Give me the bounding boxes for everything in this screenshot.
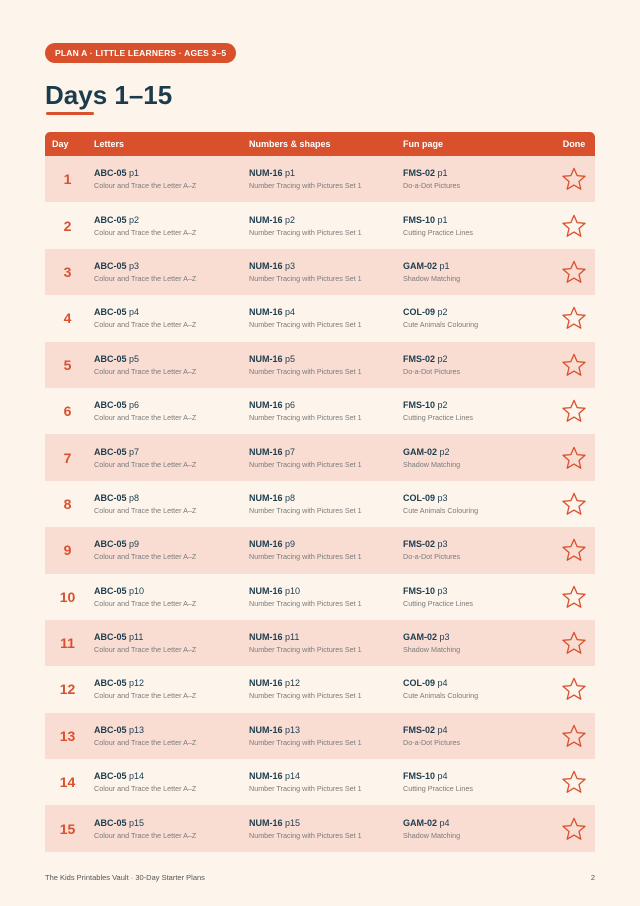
letters-desc: Colour and Trace the Letter A–Z: [94, 273, 197, 283]
day-number: 1: [63, 171, 72, 188]
table-row: [45, 759, 595, 805]
fun-cell: [399, 446, 553, 470]
letters-page: p13: [129, 724, 145, 735]
numbers-page: p8: [285, 492, 296, 503]
letters-cell: [90, 817, 245, 841]
day-number: 12: [59, 681, 76, 698]
numbers-code: NUM-16: [249, 678, 283, 689]
letters-code: ABC-05: [94, 214, 127, 225]
letters-cell: [90, 538, 245, 562]
letters-code: ABC-05: [94, 585, 127, 596]
numbers-code: NUM-16: [249, 307, 283, 318]
numbers-page: p2: [285, 214, 296, 225]
letters-code: ABC-05: [94, 260, 127, 271]
fun-page: p4: [437, 771, 448, 782]
letters-cell: [90, 446, 245, 470]
fun-code: GAM-02: [403, 446, 438, 457]
day-number: 10: [59, 588, 76, 605]
fun-code: GAM-02: [403, 632, 438, 643]
numbers-desc: Number Tracing with Pictures Set 1: [249, 413, 362, 423]
letters-cell: [90, 214, 245, 238]
letters-desc: Colour and Trace the Letter A–Z: [94, 459, 197, 469]
fun-desc: Cutting Practice Lines: [403, 413, 473, 423]
numbers-cell: [245, 306, 399, 330]
letters-desc: Colour and Trace the Letter A–Z: [94, 830, 197, 840]
table-row: [45, 295, 595, 341]
done-star-icon[interactable]: [553, 769, 595, 795]
numbers-page: p6: [285, 400, 296, 411]
fun-desc: Cutting Practice Lines: [403, 784, 473, 794]
numbers-page: p9: [285, 539, 296, 550]
fun-desc: Shadow Matching: [403, 459, 461, 469]
fun-desc: Do-a-Dot Pictures: [403, 552, 461, 562]
header-numbers: Numbers & shapes: [249, 139, 331, 149]
numbers-desc: Number Tracing with Pictures Set 1: [249, 227, 362, 237]
done-star-icon[interactable]: [553, 305, 595, 331]
table-body: [45, 156, 595, 852]
numbers-page: p10: [285, 585, 301, 596]
numbers-code: NUM-16: [249, 771, 283, 782]
done-star-icon[interactable]: [553, 491, 595, 517]
numbers-page: p15: [285, 817, 301, 828]
fun-desc: Do-a-Dot Pictures: [403, 181, 461, 191]
day-number: 14: [59, 774, 76, 791]
letters-code: ABC-05: [94, 724, 127, 735]
letters-code: ABC-05: [94, 632, 127, 643]
numbers-desc: Number Tracing with Pictures Set 1: [249, 181, 362, 191]
fun-cell: [399, 167, 553, 191]
numbers-desc: Number Tracing with Pictures Set 1: [249, 552, 362, 562]
fun-cell: [399, 770, 553, 794]
header-done: Done: [562, 139, 586, 149]
numbers-code: NUM-16: [249, 539, 283, 550]
letters-desc: Colour and Trace the Letter A–Z: [94, 645, 197, 655]
letters-page: p2: [129, 214, 140, 225]
letters-code: ABC-05: [94, 168, 127, 179]
fun-page: p2: [437, 400, 448, 411]
letters-desc: Colour and Trace the Letter A–Z: [94, 598, 197, 608]
fun-page: p1: [437, 214, 448, 225]
letters-desc: Colour and Trace the Letter A–Z: [94, 505, 197, 515]
numbers-code: NUM-16: [249, 724, 283, 735]
day-number: 6: [63, 403, 72, 420]
letters-page: p1: [129, 168, 140, 179]
fun-code: GAM-02: [403, 260, 438, 271]
table-row: [45, 620, 595, 666]
numbers-code: NUM-16: [249, 214, 283, 225]
numbers-desc: Number Tracing with Pictures Set 1: [249, 505, 362, 515]
done-star-icon[interactable]: [553, 537, 595, 563]
fun-page: p3: [437, 585, 448, 596]
letters-desc: Colour and Trace the Letter A–Z: [94, 784, 197, 794]
numbers-cell: [245, 492, 399, 516]
numbers-page: p1: [285, 168, 296, 179]
table-row: [45, 805, 595, 851]
numbers-desc: Number Tracing with Pictures Set 1: [249, 598, 362, 608]
numbers-code: NUM-16: [249, 492, 283, 503]
page-number: 2: [590, 873, 595, 882]
numbers-code: NUM-16: [249, 817, 283, 828]
numbers-cell: [245, 817, 399, 841]
fun-code: FMS-10: [403, 400, 436, 411]
table-row: [45, 666, 595, 712]
fun-cell: [399, 353, 553, 377]
letters-cell: [90, 260, 245, 284]
letters-page: p15: [129, 817, 145, 828]
done-star-icon[interactable]: [553, 676, 595, 702]
numbers-cell: [245, 399, 399, 423]
letters-code: ABC-05: [94, 400, 127, 411]
table-row: [45, 527, 595, 573]
fun-page: p3: [439, 632, 450, 643]
day-number: 15: [59, 820, 76, 837]
letters-code: ABC-05: [94, 353, 127, 364]
numbers-cell: [245, 585, 399, 609]
fun-code: GAM-02: [403, 817, 438, 828]
done-star-icon[interactable]: [553, 398, 595, 424]
table-row: [45, 388, 595, 434]
fun-cell: [399, 817, 553, 841]
table-row: [45, 481, 595, 527]
day-number: 13: [59, 727, 76, 744]
letters-desc: Colour and Trace the Letter A–Z: [94, 552, 197, 562]
fun-code: FMS-10: [403, 771, 436, 782]
letters-desc: Colour and Trace the Letter A–Z: [94, 320, 197, 330]
plan-table: [45, 132, 595, 852]
letters-page: p12: [129, 678, 145, 689]
letters-page: p14: [129, 771, 145, 782]
numbers-cell: [245, 724, 399, 748]
letters-cell: [90, 585, 245, 609]
letters-desc: Colour and Trace the Letter A–Z: [94, 366, 197, 376]
day-number: 9: [63, 542, 72, 559]
page-title: Days 1–15: [45, 80, 173, 110]
day-number: 2: [63, 217, 72, 234]
letters-code: ABC-05: [94, 539, 127, 550]
letters-desc: Colour and Trace the Letter A–Z: [94, 227, 197, 237]
numbers-code: NUM-16: [249, 168, 283, 179]
fun-desc: Cute Animals Colouring: [403, 505, 479, 515]
done-star-icon[interactable]: [553, 445, 595, 471]
fun-code: FMS-10: [403, 214, 436, 225]
table-row: [45, 202, 595, 248]
letters-page: p10: [129, 585, 145, 596]
numbers-cell: [245, 260, 399, 284]
header-day: Day: [52, 139, 69, 149]
numbers-code: NUM-16: [249, 260, 283, 271]
fun-cell: [399, 260, 553, 284]
done-star-icon[interactable]: [553, 816, 595, 842]
numbers-page: p11: [285, 632, 300, 643]
day-number: 5: [63, 356, 72, 373]
numbers-code: NUM-16: [249, 585, 283, 596]
letters-cell: [90, 306, 245, 330]
table-row: [45, 342, 595, 388]
numbers-code: NUM-16: [249, 400, 283, 411]
fun-cell: [399, 631, 553, 655]
numbers-cell: [245, 538, 399, 562]
fun-page: p2: [437, 353, 448, 364]
letters-code: ABC-05: [94, 678, 127, 689]
plan-badge: PLAN A · LITTLE LEARNERS · AGES 3–5: [45, 43, 236, 63]
numbers-desc: Number Tracing with Pictures Set 1: [249, 320, 362, 330]
fun-code: COL-09: [403, 492, 436, 503]
fun-cell: [399, 492, 553, 516]
numbers-desc: Number Tracing with Pictures Set 1: [249, 273, 362, 283]
day-number: 11: [60, 635, 75, 652]
letters-desc: Colour and Trace the Letter A–Z: [94, 413, 197, 423]
letters-cell: [90, 724, 245, 748]
letters-code: ABC-05: [94, 492, 127, 503]
letters-page: p11: [129, 632, 144, 643]
letters-cell: [90, 167, 245, 191]
fun-page: p1: [439, 260, 450, 271]
fun-desc: Do-a-Dot Pictures: [403, 737, 461, 747]
fun-cell: [399, 538, 553, 562]
table-row: [45, 434, 595, 480]
day-number: 4: [63, 310, 72, 327]
day-number: 7: [63, 449, 72, 466]
fun-code: FMS-02: [403, 724, 436, 735]
title-underline: [46, 112, 94, 115]
numbers-cell: [245, 167, 399, 191]
fun-desc: Shadow Matching: [403, 645, 461, 655]
numbers-desc: Number Tracing with Pictures Set 1: [249, 645, 362, 655]
numbers-cell: [245, 770, 399, 794]
fun-cell: [399, 585, 553, 609]
table-header: [45, 132, 595, 156]
letters-page: p4: [129, 307, 140, 318]
fun-desc: Cute Animals Colouring: [403, 320, 479, 330]
numbers-desc: Number Tracing with Pictures Set 1: [249, 459, 362, 469]
letters-page: p8: [129, 492, 140, 503]
fun-cell: [399, 399, 553, 423]
done-star-icon[interactable]: [553, 213, 595, 239]
letters-page: p7: [129, 446, 140, 457]
fun-code: FMS-10: [403, 585, 436, 596]
done-star-icon[interactable]: [553, 259, 595, 285]
fun-page: p2: [437, 307, 448, 318]
letters-code: ABC-05: [94, 307, 127, 318]
letters-cell: [90, 770, 245, 794]
numbers-desc: Number Tracing with Pictures Set 1: [249, 737, 362, 747]
fun-page: p3: [437, 492, 448, 503]
fun-cell: [399, 677, 553, 701]
numbers-desc: Number Tracing with Pictures Set 1: [249, 784, 362, 794]
fun-cell: [399, 306, 553, 330]
table-row: [45, 713, 595, 759]
day-number: 8: [63, 495, 72, 512]
letters-page: p9: [129, 539, 140, 550]
numbers-cell: [245, 353, 399, 377]
letters-desc: Colour and Trace the Letter A–Z: [94, 181, 197, 191]
header-letters: Letters: [94, 139, 125, 149]
numbers-page: p14: [285, 771, 301, 782]
fun-page: p1: [437, 168, 448, 179]
fun-page: p2: [439, 446, 450, 457]
numbers-page: p5: [285, 353, 296, 364]
fun-page: p4: [437, 678, 448, 689]
done-star-icon[interactable]: [553, 723, 595, 749]
letters-code: ABC-05: [94, 446, 127, 457]
numbers-page: p13: [285, 724, 301, 735]
numbers-code: NUM-16: [249, 632, 283, 643]
numbers-page: p3: [285, 260, 296, 271]
fun-code: COL-09: [403, 678, 436, 689]
day-number: 3: [63, 263, 72, 280]
fun-desc: Cutting Practice Lines: [403, 227, 473, 237]
fun-page: p3: [437, 539, 448, 550]
numbers-page: p7: [285, 446, 296, 457]
letters-cell: [90, 677, 245, 701]
letters-page: p6: [129, 400, 140, 411]
letters-page: p3: [129, 260, 140, 271]
done-star-icon[interactable]: [553, 584, 595, 610]
fun-page: p4: [439, 817, 450, 828]
numbers-desc: Number Tracing with Pictures Set 1: [249, 691, 362, 701]
numbers-page: p4: [285, 307, 296, 318]
fun-code: COL-09: [403, 307, 436, 318]
fun-code: FMS-02: [403, 539, 436, 550]
letters-cell: [90, 399, 245, 423]
numbers-code: NUM-16: [249, 353, 283, 364]
letters-cell: [90, 631, 245, 655]
letters-page: p5: [129, 353, 140, 364]
numbers-desc: Number Tracing with Pictures Set 1: [249, 366, 362, 376]
table-row: [45, 574, 595, 620]
fun-desc: Do-a-Dot Pictures: [403, 366, 461, 376]
letters-code: ABC-05: [94, 817, 127, 828]
fun-desc: Cutting Practice Lines: [403, 598, 473, 608]
footer-brand: The Kids Printables Vault · 30-Day Starter Plans: [45, 873, 205, 882]
numbers-page: p12: [285, 678, 301, 689]
fun-code: FMS-02: [403, 168, 436, 179]
done-star-icon[interactable]: [553, 166, 595, 192]
letters-cell: [90, 353, 245, 377]
fun-cell: [399, 214, 553, 238]
done-star-icon[interactable]: [553, 630, 595, 656]
letters-desc: Colour and Trace the Letter A–Z: [94, 691, 197, 701]
header-fun-page: Fun page: [403, 139, 443, 149]
numbers-cell: [245, 446, 399, 470]
numbers-cell: [245, 677, 399, 701]
letters-code: ABC-05: [94, 771, 127, 782]
fun-cell: [399, 724, 553, 748]
fun-page: p4: [437, 724, 448, 735]
table-row: [45, 249, 595, 295]
numbers-cell: [245, 631, 399, 655]
done-star-icon[interactable]: [553, 352, 595, 378]
fun-desc: Cute Animals Colouring: [403, 691, 479, 701]
letters-cell: [90, 492, 245, 516]
numbers-cell: [245, 214, 399, 238]
numbers-code: NUM-16: [249, 446, 283, 457]
fun-desc: Shadow Matching: [403, 830, 461, 840]
fun-code: FMS-02: [403, 353, 436, 364]
numbers-desc: Number Tracing with Pictures Set 1: [249, 830, 362, 840]
fun-desc: Shadow Matching: [403, 273, 461, 283]
letters-desc: Colour and Trace the Letter A–Z: [94, 737, 197, 747]
table-row: [45, 156, 595, 202]
